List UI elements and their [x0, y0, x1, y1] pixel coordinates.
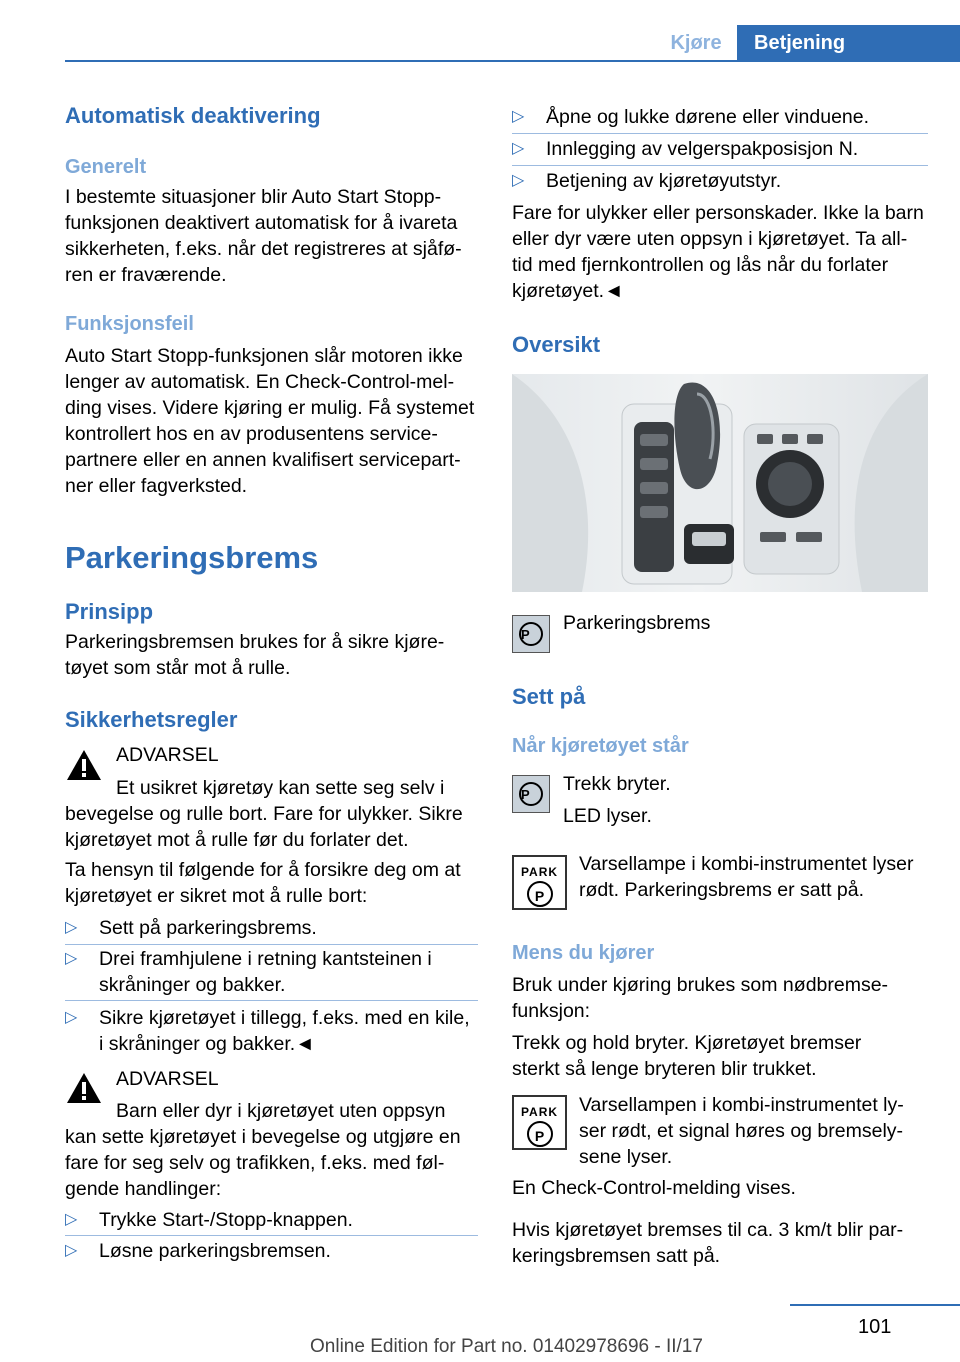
warning-1-first-line: Et usikret kjøretøy kan sette seg selv i — [116, 777, 445, 799]
prinsipp-paragraph: Parkeringsbremsen brukes for å sikre kjøre- tøyet som står mot å rulle. — [65, 631, 445, 679]
divider — [65, 1235, 478, 1236]
center-console-photo — [512, 374, 928, 592]
divider — [512, 165, 928, 166]
warning-triangle-icon — [65, 1071, 103, 1105]
heading-parkeringsbrems: Parkeringsbrems — [65, 540, 319, 575]
list-item: ▷ Betjening av kjøretøyutstyr. — [512, 170, 782, 192]
heading-mens-du-kjorer: Mens du kjører — [512, 942, 655, 964]
park-warning-lamp-icon: PARK P — [512, 855, 567, 910]
heading-sikkerhetsregler: Sikkerhetsregler — [65, 707, 238, 732]
divider — [65, 1000, 478, 1001]
warning-1-intro: Ta hensyn til følgende for å forsikre deg om at kjøretøyet er sikret mot å rulle bort: — [65, 859, 461, 907]
divider — [512, 133, 928, 134]
heading-nar-kjoretoyet-star: Når kjøretøyet står — [512, 735, 689, 757]
list-item: ▷ Sett på parkeringsbrems. — [65, 917, 317, 939]
page-number: 101 — [858, 1316, 892, 1338]
list-item: ▷ Sikre kjøretøyet i tillegg, f.eks. med en kile, i skråninger og bakker.◄ — [65, 1007, 470, 1055]
bullet-triangle-icon: ▷ — [65, 1009, 78, 1026]
bullet-triangle-icon: ▷ — [65, 1242, 78, 1259]
footer-edition: Online Edition for Part no. 01402978696 - II/17 — [310, 1336, 703, 1357]
step-trekk-bryter: Trekk bryter. — [563, 773, 671, 795]
bullet-triangle-icon: ▷ — [512, 140, 525, 157]
bullet-triangle-icon: ▷ — [65, 1211, 78, 1228]
bullet-triangle-icon: ▷ — [65, 950, 78, 967]
heading-oversikt: Oversikt — [512, 332, 601, 357]
check-control-text: En Check-Control-melding vises. — [512, 1177, 796, 1199]
funksjonsfeil-paragraph: Auto Start Stopp-funksjonen slår motoren ikke lenger av automatisk. En Check-Control-mel- ding vises. Videre kjøring er mulig. Få systemet kontrollert hos en av produsentens service- partnere eller en annen kvalifisert servicepart- ner eller fagverksted. — [65, 345, 475, 497]
heading-sett-pa: Sett på — [512, 684, 586, 709]
generelt-paragraph: I bestemte situasjoner blir Auto Start Stopp- funksjonen deaktivert automatisk for å ivareta sikkerheten, f.eks. når det registreres at sjåfø- ren er fraværende. — [65, 186, 462, 286]
list-item: ▷ Innlegging av velgerspakposisjon N. — [512, 138, 859, 160]
heading-automatisk-deaktivering: Automatisk deaktivering — [65, 103, 321, 128]
lamp-2-text: Varsellampen i kombi-instrumentet ly- ser rødt, et signal høres og bremsely- sene lyser. — [579, 1094, 904, 1168]
warning-1-text: bevegelse og rulle bort. Fare for ulykker. Sikre kjøretøyet mot å rulle før du forlater det. — [65, 803, 463, 851]
park-warning-lamp-icon: PARK P — [512, 1095, 567, 1150]
trekk-paragraph: Trekk og hold bryter. Kjøretøyet bremser sterkt så lenge bryteren blir trukket. — [512, 1032, 862, 1080]
bullet-triangle-icon: ▷ — [65, 919, 78, 936]
warning-triangle-icon — [65, 748, 103, 782]
header-rule — [65, 60, 960, 62]
list-item: ▷ Åpne og lukke dørene eller vinduene. — [512, 106, 870, 128]
divider — [65, 944, 478, 945]
mens-paragraph: Bruk under kjøring brukes som nødbremse- funksjon: — [512, 974, 889, 1022]
bullet-triangle-icon: ▷ — [512, 172, 525, 189]
warning-2-text: kan sette kjøretøyet i bevegelse og utgjøre en fare for seg selv og trafikken, f.eks. med føl- gende handlinger: — [65, 1126, 461, 1200]
step-led-lyser: LED lyser. — [563, 805, 652, 827]
heading-prinsipp: Prinsipp — [65, 599, 154, 624]
parking-brake-icon: P — [512, 615, 550, 653]
parking-brake-icon: P — [512, 775, 550, 813]
hvis-paragraph: Hvis kjøretøyet bremses til ca. 3 km/t blir par- keringsbremsen satt på. — [512, 1219, 904, 1267]
warning-1-title: ADVARSEL — [116, 744, 219, 766]
bullet-triangle-icon: ▷ — [512, 108, 525, 125]
warning-2-first-line: Barn eller dyr i kjøretøyet uten oppsyn — [116, 1100, 446, 1122]
list-item: ▷ Trykke Start-/Stopp-knappen. — [65, 1209, 353, 1231]
heading-funksjonsfeil: Funksjonsfeil — [65, 313, 194, 335]
list-item: ▷ Løsne parkeringsbremsen. — [65, 1240, 331, 1262]
list-item: ▷ Drei framhjulene i retning kantsteinen i skråninger og bakker. — [65, 948, 432, 996]
photo-caption: Parkeringsbrems — [563, 612, 711, 634]
warning-2-title: ADVARSEL — [116, 1068, 219, 1090]
heading-generelt: Generelt — [65, 156, 147, 178]
header-tab-kjore[interactable]: Kjøre — [670, 31, 722, 54]
header-tab-betjening[interactable]: Betjening — [737, 25, 960, 61]
lamp-1-text: Varsellampe i kombi-instrumentet lyser rødt. Parkeringsbrems er satt på. — [579, 853, 914, 901]
footer-rule — [790, 1304, 960, 1306]
fare-paragraph: Fare for ulykker eller personskader. Ikke la barn eller dyr være uten oppsyn i kjøretøyet. Ta all- tid med fjernkontrollen og lås når du forlater kjøretøyet.◄ — [512, 202, 924, 302]
